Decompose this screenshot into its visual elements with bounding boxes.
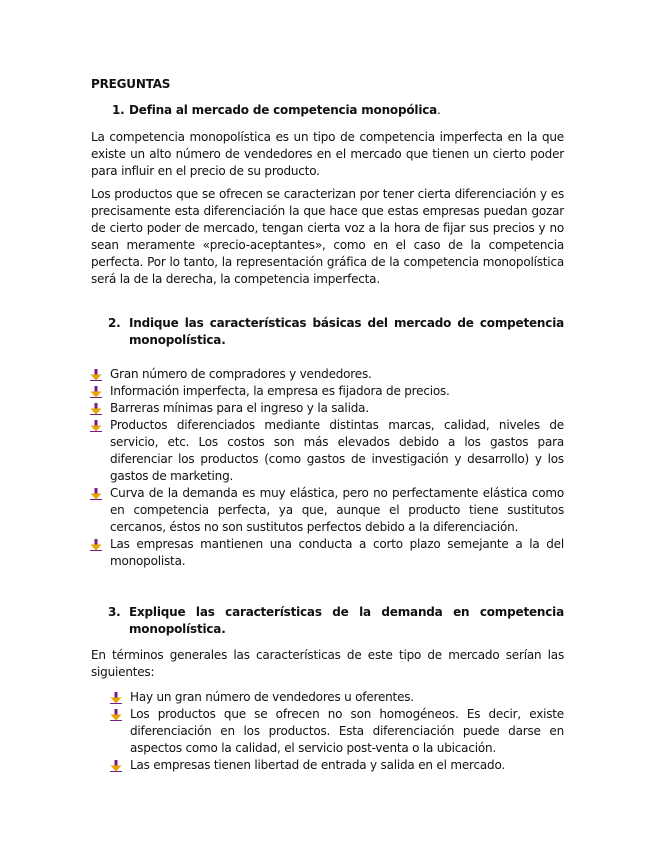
page-heading: PREGUNTAS bbox=[91, 77, 171, 91]
question-2-text: Indique las características básicas del mercado de competencia monopolística. bbox=[129, 316, 564, 347]
arrow-down-bullet-icon bbox=[110, 709, 122, 721]
question-2-title bbox=[108, 315, 564, 349]
question-3-title bbox=[108, 604, 564, 638]
arrow-down-bullet-icon bbox=[90, 420, 102, 432]
list-item: Gran número de compradores y vendedores. bbox=[91, 366, 564, 383]
arrow-down-bullet-icon bbox=[90, 386, 102, 398]
question-3-number: 3. bbox=[108, 605, 121, 619]
list-item: Información imperfecta, la empresa es fijadora de precios. bbox=[91, 383, 564, 400]
question-2-number: 2. bbox=[108, 316, 121, 330]
list-item: Curva de la demanda es muy elástica, pero no perfectamente elástica como en competencia perfecta, ya que, aunque el producto tiene sustitutos cercanos, éstos no son sustitutos perfectos debido a la diferenciación. bbox=[91, 485, 564, 536]
list-item: Los productos que se ofrecen no son homogéneos. Es decir, existe diferenciación en los productos. Esta diferenciación puede darse en aspectos como la calidad, el servicio post-venta o la ubicación. bbox=[111, 706, 564, 757]
q1-paragraph-2: Los productos que se ofrecen se caracterizan por tener cierta diferenciación y es precisamente esta diferenciación la que hace que estas empresas puedan gozar de cierto poder de mercado, tengan cierta voz a la hora de fijar sus precios y no sean meramente «precio-aceptantes», como en el caso de la competencia perfecta. Por lo tanto, la representación gráfica de la competencia monopolística será la de la derecha, la competencia imperfecta. bbox=[91, 187, 564, 286]
list-item: Las empresas tienen libertad de entrada y salida en el mercado. bbox=[111, 757, 564, 774]
q2-bullet-list bbox=[91, 366, 564, 570]
arrow-down-bullet-icon bbox=[90, 403, 102, 415]
q3-bullet-list bbox=[111, 689, 564, 774]
arrow-down-bullet-icon bbox=[90, 539, 102, 551]
arrow-down-bullet-icon bbox=[90, 488, 102, 500]
document-page bbox=[91, 0, 564, 848]
question-1-title: 1. Defina al mercado de competencia monopólica. bbox=[112, 103, 441, 117]
list-item: Barreras mínimas para el ingreso y la salida. bbox=[91, 400, 564, 417]
q1-paragraph-1: La competencia monopolística es un tipo de competencia imperfecta en la que existe un alto número de vendedores en el mercado que tienen un cierto poder para influir en el precio de su producto. bbox=[91, 130, 564, 178]
q3-intro: En términos generales las características de este tipo de mercado serían las siguientes: bbox=[91, 648, 564, 679]
arrow-down-bullet-icon bbox=[90, 369, 102, 381]
arrow-down-bullet-icon bbox=[110, 760, 122, 772]
list-item: Las empresas mantienen una conducta a corto plazo semejante a la del monopolista. bbox=[91, 536, 564, 570]
list-item: Hay un gran número de vendedores u oferentes. bbox=[111, 689, 564, 706]
list-item: Productos diferenciados mediante distintas marcas, calidad, niveles de servicio, etc. Los costos son más elevados debido a los gastos para diferenciar los productos (como gastos de investigación y desarrollo) y los gastos de marketing. bbox=[91, 417, 564, 485]
question-3-text: Explique las características de la demanda en competencia monopolística. bbox=[129, 605, 564, 636]
question-1-number: 1. bbox=[112, 103, 125, 117]
arrow-down-bullet-icon bbox=[110, 692, 122, 704]
question-1-text: Defina al mercado de competencia monopólica bbox=[129, 103, 438, 117]
